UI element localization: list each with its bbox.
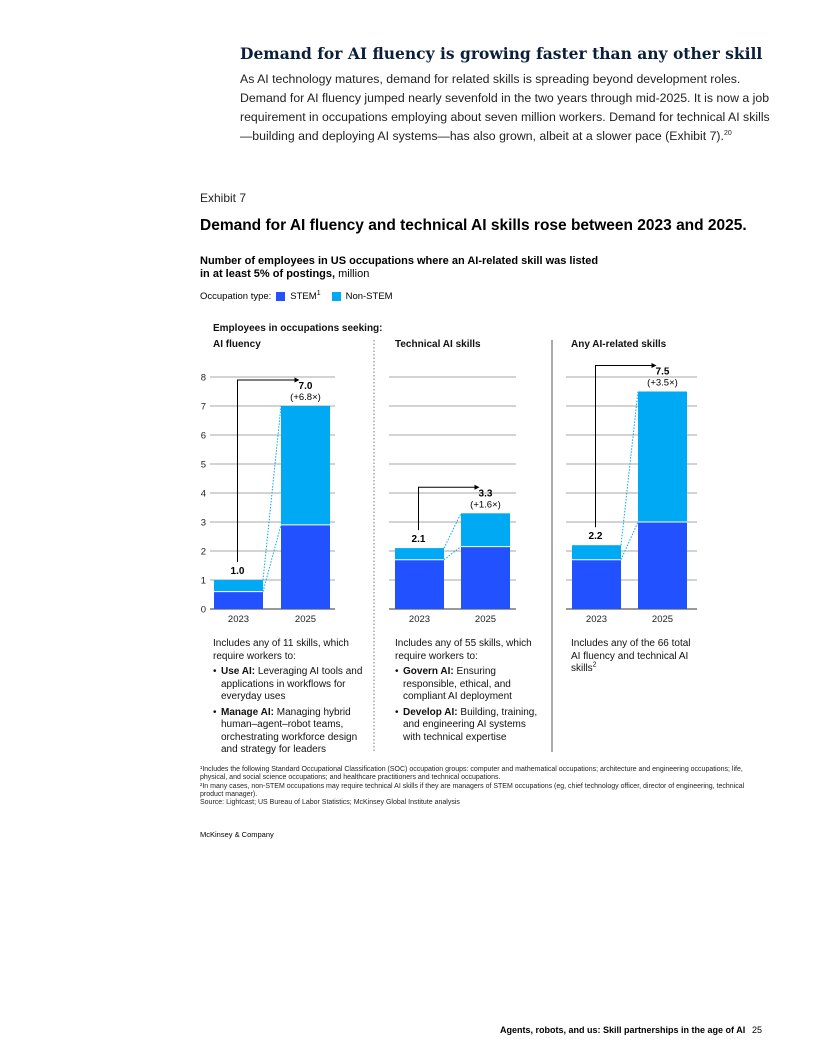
- bar-nonstem-2023: [214, 580, 263, 592]
- x-tick-label: 2025: [294, 614, 317, 625]
- growth-label: (+3.5×): [647, 377, 678, 389]
- note-item: • Govern AI: Ensuring responsible, ethical, and compliant AI deployment: [395, 666, 543, 704]
- company-name: McKinsey & Company: [200, 830, 274, 839]
- legend-label: Occupation type:: [200, 291, 272, 302]
- intro-paragraph-2: Demand for AI fluency jumped nearly sevenfold in the two years through mid-2025. It is now a job requirement in occupations employing about seven million workers. Demand for technical AI skills—building and deploying AI systems—has also grown, albeit at a slower pace (Exhibit 7).$^{20}$: [240, 91, 770, 143]
- total-label-2025: 7.5: [655, 366, 670, 378]
- note-item: • Manage AI: Managing hybrid human–agent–robot teams, orchestrating workforce design and strategy for leaders: [213, 707, 363, 757]
- x-tick-label: 2025: [474, 614, 497, 625]
- panel-note-technical-ai: [395, 638, 543, 744]
- bar-nonstem-2023: [572, 545, 621, 560]
- x-tick-label: 2025: [651, 614, 674, 625]
- bar-nonstem-2025: [461, 513, 510, 546]
- y-tick-label: 4: [200, 488, 206, 500]
- chart-subtitle: Number of employees in US occupations where an AI-related skill was listed in at least 5% of postings, million: [200, 255, 599, 280]
- page-number: 25: [752, 1025, 763, 1035]
- bar-stem-2025: [461, 547, 510, 609]
- intro-paragraph-1: As AI technology matures, demand for related skills is spreading beyond development roles.: [240, 72, 741, 86]
- legend-stem-label: STEM$^1$: [290, 289, 321, 302]
- growth-label: (+6.8×): [290, 392, 321, 403]
- total-label-2025: 3.3: [478, 488, 493, 500]
- note-item: • Use AI: Leveraging AI tools and applications in workflows for everyday uses: [213, 666, 363, 704]
- bar-stem-2023: [214, 592, 263, 609]
- y-tick-label: 8: [200, 372, 206, 384]
- total-label-2023: 1.0: [230, 566, 245, 577]
- chart-title: Demand for AI fluency and technical AI skills rose between 2023 and 2025.: [200, 217, 747, 234]
- panel-note-any-ai: [571, 638, 701, 676]
- y-tick-label: 6: [200, 430, 206, 442]
- connector-total: [444, 513, 461, 548]
- source-note: Source: Lightcast; US Bureau of Labor Statistics; McKinsey Global Institute analysis: [200, 799, 460, 807]
- y-tick-label: 2: [200, 546, 206, 558]
- legend-nonstem-label: Non-STEM: [345, 291, 393, 302]
- y-tick-label: 3: [200, 517, 206, 529]
- growth-label: (+1.6×): [470, 499, 501, 511]
- bar-stem-2023: [572, 560, 621, 609]
- panel-title-ai-fluency: AI fluency: [213, 339, 261, 350]
- note-intro: Includes any of 11 skills, which require workers to:: [213, 638, 349, 662]
- bar-stem-2025: [638, 522, 687, 609]
- bar-nonstem-2025: [281, 406, 330, 525]
- note-intro: Includes any of 55 skills, which require workers to:: [395, 638, 532, 662]
- y-tick-label: 0: [200, 604, 206, 616]
- x-tick-label: 2023: [227, 614, 250, 625]
- y-tick-label: 5: [200, 459, 206, 471]
- total-label-2025: 7.0: [298, 381, 313, 392]
- connector-stem: [621, 522, 638, 560]
- bar-stem-2023: [395, 560, 444, 609]
- footnotes: [200, 766, 760, 807]
- bar-nonstem-2025: [638, 392, 687, 523]
- exhibit-label: Exhibit 7: [200, 191, 247, 205]
- y-tick-label: 1: [200, 575, 206, 587]
- footer-title: Agents, robots, and us: Skill partnerships in the age of AI: [500, 1025, 746, 1035]
- bar-stem-2025: [281, 525, 330, 609]
- panel-title-technical-ai: Technical AI skills: [395, 339, 481, 350]
- x-tick-label: 2023: [585, 614, 608, 625]
- total-label-2023: 2.2: [588, 531, 603, 543]
- y-tick-label: 7: [200, 401, 206, 413]
- note-item: • Develop AI: Building, training, and engineering AI systems with technical expertise: [395, 707, 543, 745]
- panel-title-any-ai: Any AI-related skills: [571, 339, 667, 350]
- footnote-1: ¹Includes the following Standard Occupational Classification (SOC) occupation groups: computer and mathematical occupations; architecture and engineering occupations; life, physical, and social science occupations; and healthcare practitioners and technical occupations.: [200, 766, 743, 782]
- total-label-2023: 2.1: [411, 534, 426, 546]
- footnote-2: ²In many cases, non-STEM occupations may require technical AI skills if they are managers of STEM occupations (eg, chief technology officer, director of engineering, technical product manager).: [200, 782, 745, 798]
- note-intro: Includes any of the 66 total AI fluency and technical AI skills$^2$: [571, 638, 691, 674]
- x-tick-label: 2023: [408, 614, 431, 625]
- panel-note-ai-fluency: [213, 638, 363, 757]
- connector-stem: [444, 547, 461, 560]
- footnote-ref[interactable]: 20: [723, 129, 732, 137]
- panel-group-label: Employees in occupations seeking:: [213, 323, 383, 334]
- bar-nonstem-2023: [395, 548, 444, 560]
- section-heading: Demand for AI fluency is growing faster than any other skill: [240, 44, 763, 63]
